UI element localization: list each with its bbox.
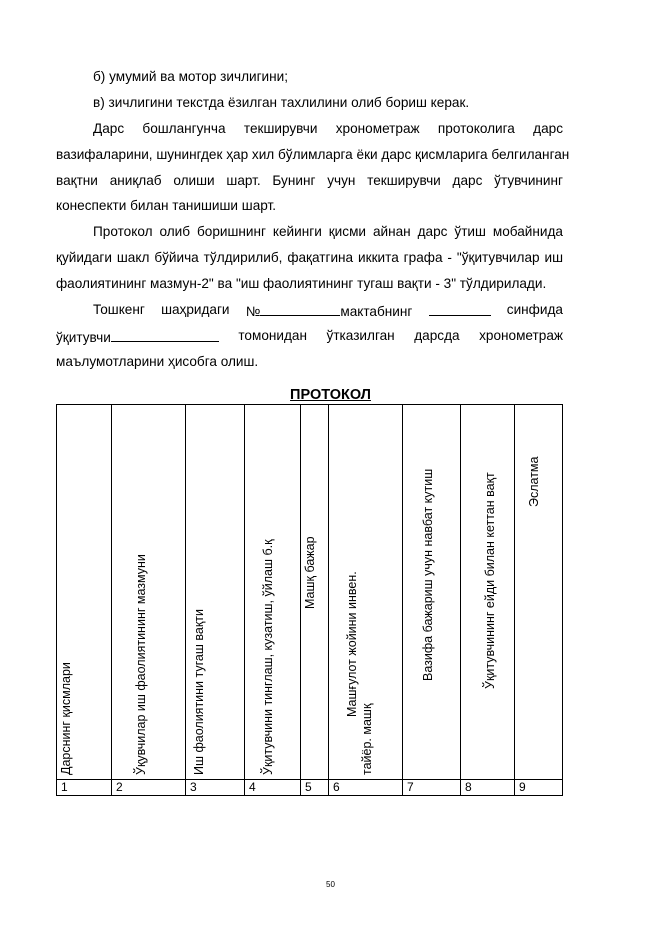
paragraph-b: б) умумий ва мотор зичлигини; [93, 69, 289, 84]
paragraph-5-line-3: маълумотларини ҳисобга олиш. [56, 354, 259, 369]
text-area: шаҳридаги [161, 302, 230, 317]
column-number: 1 [57, 780, 112, 796]
column-number: 6 [329, 780, 403, 796]
paragraph-3-line-1: Дарс бошлангунча текширувчи хронометраж протоколига дарс [93, 121, 563, 136]
teacher-field: ўқитувчи [56, 328, 219, 346]
protocol-table [56, 404, 563, 796]
column-number: 4 [245, 780, 301, 796]
header-cell-3: Иш фаолиятини тугаш вақти [186, 405, 245, 780]
column-number: 5 [301, 780, 329, 796]
column-number: 9 [515, 780, 563, 796]
header-cell-4: Ўқитувчини тинглаш, кузатиш, ўйлаш б.қ [245, 405, 301, 780]
header-row [57, 405, 563, 780]
paragraph-3-line-4: конеспекти билан танишиши шарт. [56, 198, 277, 213]
header-cell-5: Машқ бажар [301, 405, 329, 780]
page-number: 50 [326, 880, 335, 889]
text-held: ўтказилган [326, 328, 395, 343]
paragraph-3-line-3: вақтни аниқлаб олиши шарт. Бунинг учун текширувчи дарс ўтувчининг [56, 173, 563, 188]
paragraph-4-line-2: қуйидаги шакл бўйича тўлдирилиб, фақатгина иккита графа - "ўқитувчилар иш [56, 250, 563, 265]
class-blank [429, 302, 491, 316]
paragraph-5-line-2 [56, 328, 563, 346]
paragraph-4-line-1: Протокол олиб боришнинг кейинги қисми айнан дарс ўтиш мобайнида [93, 224, 563, 239]
text-lesson: дарсда [414, 328, 460, 343]
text-by: томонидан [238, 328, 307, 343]
column-number: 8 [461, 780, 515, 796]
header-cell-8: Ўқитувчининг ейди билан кеттан вақт [461, 405, 515, 780]
paragraph-3-line-2: вазифаларини, шунингдек ҳар хил бўлимларга ёки дарс қисмларига белгиланган [56, 147, 570, 162]
column-number: 3 [186, 780, 245, 796]
column-number: 7 [403, 780, 461, 796]
text-city: Тошкенг [93, 302, 145, 317]
header-cell-9: Эслатма [515, 405, 563, 780]
paragraph-4-line-3: фаолиятининг мазмун-2" ва "иш фаолиятининг тугаш вақти - 3" тўлдирилади. [56, 276, 547, 291]
paragraph-5-line-1 [93, 302, 563, 320]
protocol-title: ПРОТОКОЛ [290, 387, 371, 403]
header-cell-7: Вазифа бажариш учун навбат кутиш [403, 405, 461, 780]
text-class: синфида [506, 302, 563, 317]
paragraph-v: в) зичлигини текстда ёзилган тахлилини олиб бориш керак. [93, 95, 470, 110]
text-chrono: хронометраж [479, 328, 563, 343]
header-cell-6: Машғулот жойини инвен. тайёр. машқ [329, 405, 403, 780]
header-cell-2: Ўқувчилар иш фаолиятининг мазмуни [112, 405, 186, 780]
header-cell-1: Дарснинг қисмлари [57, 405, 112, 780]
school-field: № мактабнинг [245, 304, 413, 319]
number-row [57, 780, 563, 796]
column-number: 2 [112, 780, 186, 796]
